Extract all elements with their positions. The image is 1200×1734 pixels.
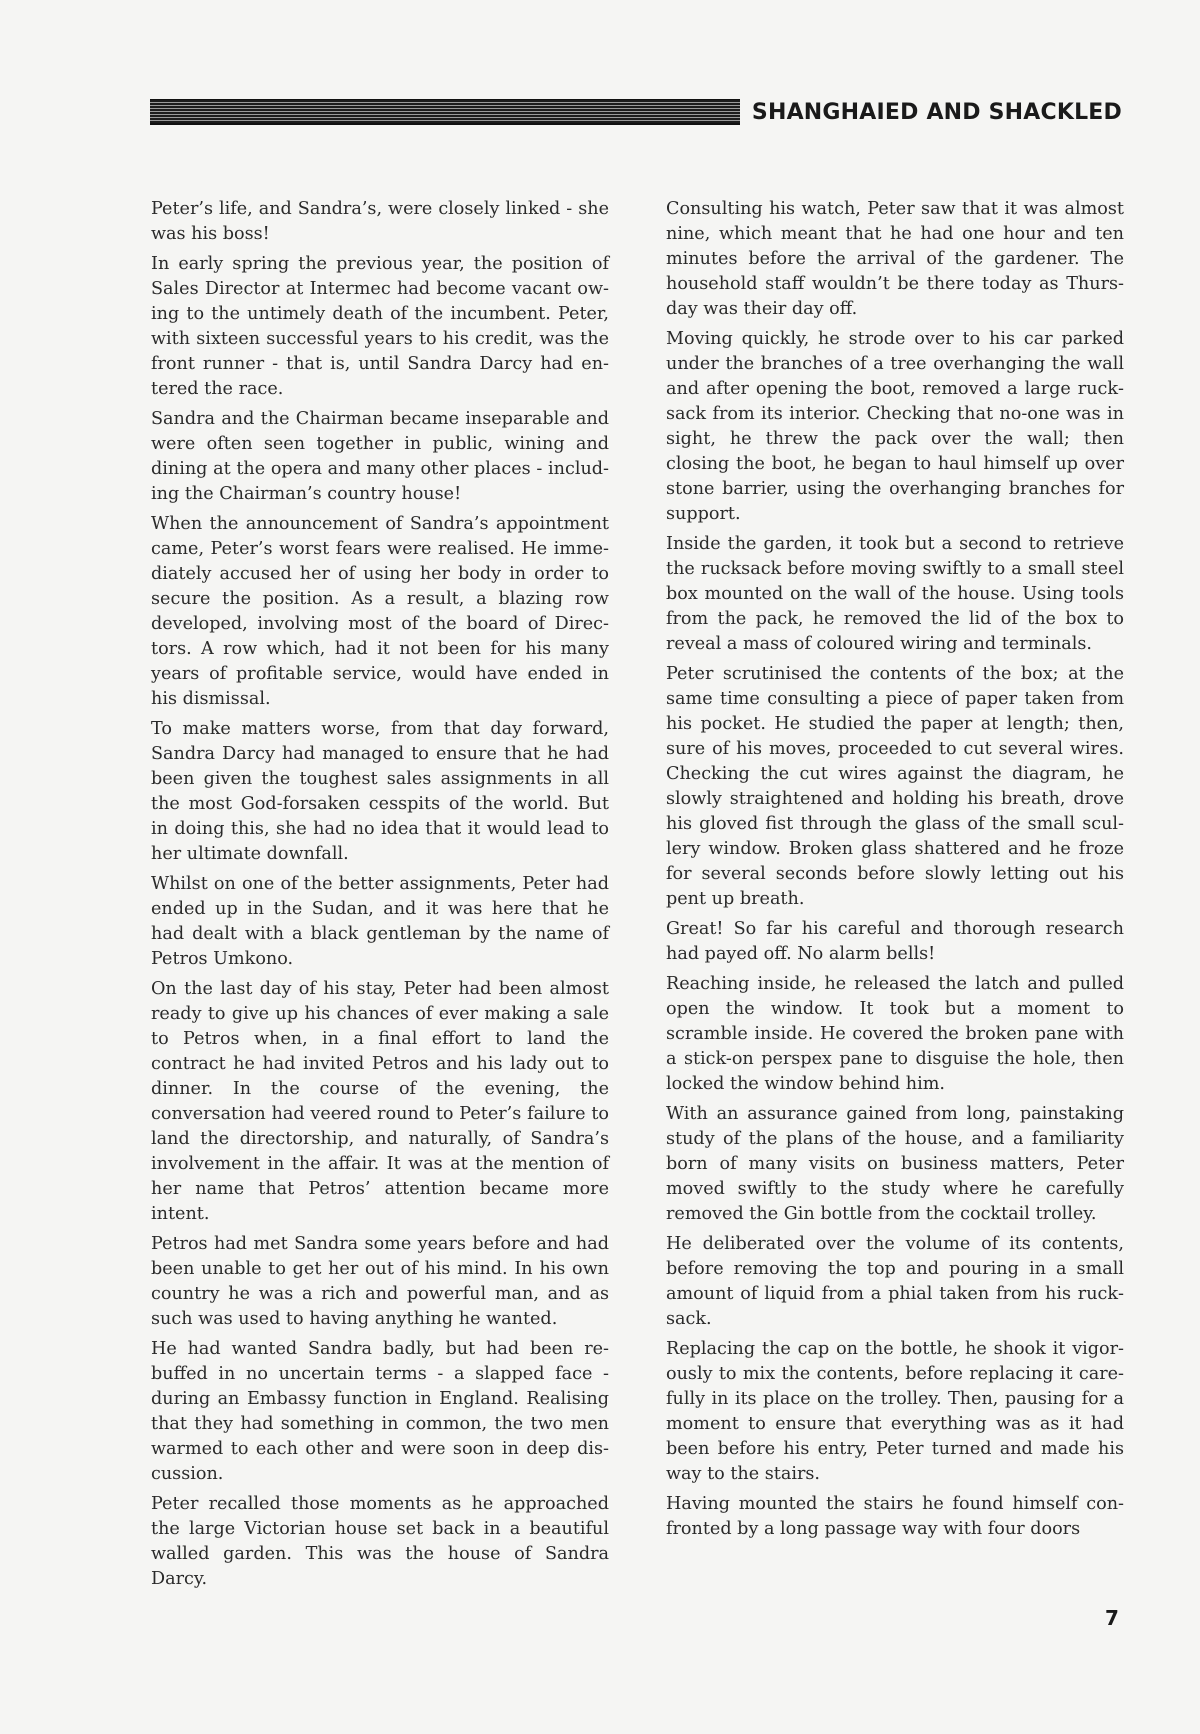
- paragraph: In early spring the previous year, the position of Sales Director at Intermec had become vacant owing to the untimely death of the incumbent. Peter, with sixteen successful years to his credit, was the front runner - that is, until Sandra Darcy had entered the race.: [151, 254, 609, 399]
- paragraph: Petros had met Sandra some years before and had been unable to get her out of his mind. In his own country he was a rich and powerful man, and as such was used to having anything he wanted.: [151, 1234, 609, 1329]
- paragraph: When the announcement of Sandra’s appointment came, Peter’s worst fears were realised. He immediately accused her of using her body in order to secure the position. As a result, a blazing row developed, involving most of the board of Directors. A row which, had it not been for his many years of profitable service, would have ended in his dismissal.: [151, 514, 609, 709]
- paragraph: Having mounted the stairs he found himself confronted by a long passage way with four doors: [666, 1494, 1124, 1539]
- paragraph: Great! So far his careful and thorough research had payed off. No alarm bells!: [666, 919, 1124, 964]
- header-rule: [150, 99, 740, 125]
- paragraph: Replacing the cap on the bottle, he shook it vigorously to mix the contents, before replacing it carefully in its place on the trolley. Then, pausing for a moment to ensure that everything was as it had been before his entry, Peter turned and made his way to the stairs.: [666, 1339, 1124, 1484]
- running-head-title: SHANGHAIED AND SHACKLED: [751, 99, 1122, 125]
- running-header: [150, 97, 1122, 127]
- paragraph: To make matters worse, from that day forward, Sandra Darcy had managed to ensure that he had been given the toughest sales assignments in all the most God-forsaken cesspits of the world. But in doing this, she had no idea that it would lead to her ultimate downfall.: [151, 719, 609, 864]
- paragraph: Whilst on one of the better assignments, Peter had ended up in the Sudan, and it was here that he had dealt with a black gentleman by the name of Petros Umkono.: [151, 874, 609, 969]
- left-column: [151, 197, 609, 1597]
- paragraph: Inside the garden, it took but a second to retrieve the rucksack before moving swiftly to a small steel box mounted on the wall of the house. Using tools from the pack, he removed the lid of the box to reveal a mass of coloured wiring and terminals.: [666, 534, 1124, 654]
- paragraph: Peter’s life, and Sandra’s, were closely linked - she was his boss!: [151, 199, 609, 244]
- paragraph: Sandra and the Chairman became inseparable and were often seen together in public, wining and dining at the opera and many other places - including the Chairman’s country house!: [151, 409, 609, 504]
- paragraph: On the last day of his stay, Peter had been almost ready to give up his chances of ever making a sale to Petros when, in a final effort to land the contract he had invited Petros and his lady out to dinner. In the course of the evening, the conversation had veered round to Peter’s failure to land the directorship, and naturally, of Sandra’s involvement in the affair. It was at the mention of her name that Petros’ attention became more intent.: [151, 979, 609, 1224]
- right-column: [666, 197, 1124, 1547]
- paragraph: He had wanted Sandra badly, but had been rebuffed in no uncertain terms - a slapped face - during an Embassy function in England. Realising that they had something in common, the two men warmed to each other and were soon in deep discussion.: [151, 1339, 609, 1484]
- paragraph: Peter scrutinised the contents of the box; at the same time consulting a piece of paper taken from his pocket. He studied the paper at length; then, sure of his moves, proceeded to cut several wires. Checking the cut wires against the diagram, he slowly straightened and holding his breath, drove his gloved fist through the glass of the small scullery window. Broken glass shattered and he froze for several seconds before slowly letting out his pent up breath.: [666, 664, 1124, 909]
- page-number: 7: [1105, 1606, 1119, 1630]
- paragraph: Peter recalled those moments as he approached the large Victorian house set back in a beautiful walled garden. This was the house of Sandra Darcy.: [151, 1494, 609, 1589]
- paragraph: Consulting his watch, Peter saw that it was almost nine, which meant that he had one hour and ten minutes before the arrival of the gardener. The household staff wouldn’t be there today as Thursday was their day off.: [666, 199, 1124, 319]
- paragraph: Reaching inside, he released the latch and pulled open the window. It took but a moment to scramble inside. He covered the broken pane with a stick-on perspex pane to disguise the hole, then locked the window behind him.: [666, 974, 1124, 1094]
- paragraph: With an assurance gained from long, painstaking study of the plans of the house, and a familiarity born of many visits on business matters, Peter moved swiftly to the study where he carefully removed the Gin bottle from the cocktail trolley.: [666, 1104, 1124, 1224]
- paragraph: Moving quickly, he strode over to his car parked under the branches of a tree overhanging the wall and after opening the boot, removed a large rucksack from its interior. Checking that no-one was in sight, he threw the pack over the wall; then closing the boot, he began to haul himself up over stone barrier, using the overhanging branches for support.: [666, 329, 1124, 524]
- paragraph: He deliberated over the volume of its contents, before removing the top and pouring in a small amount of liquid from a phial taken from his rucksack.: [666, 1234, 1124, 1329]
